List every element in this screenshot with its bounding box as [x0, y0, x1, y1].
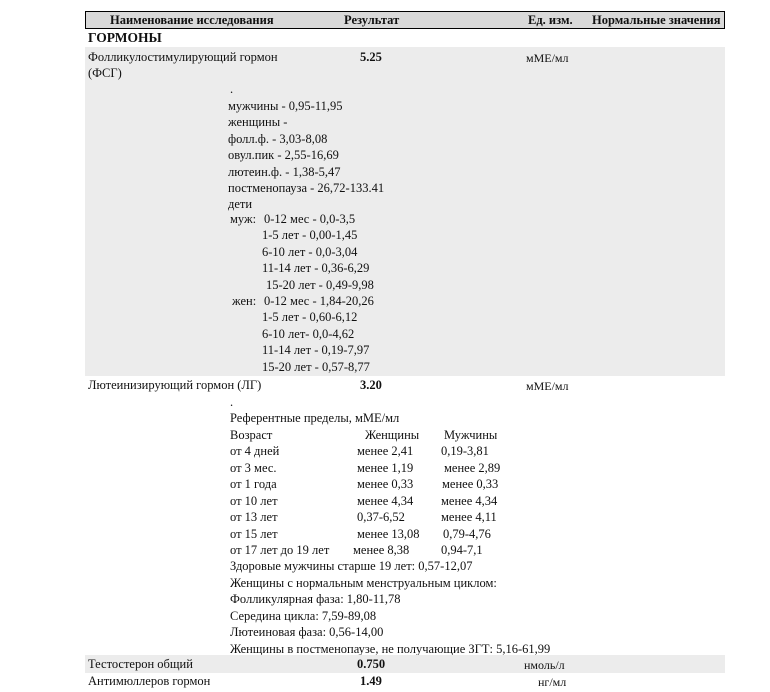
- amh-name: Антимюллеров гормон: [88, 674, 211, 688]
- section-title: ГОРМОНЫ: [88, 30, 162, 45]
- fsh-kids-female-line: 0-12 мес - 1,84-20,26: [264, 294, 374, 308]
- lh-men-cell: менее 2,89: [444, 460, 501, 475]
- lh-age-cell: от 1 года: [230, 477, 277, 491]
- fsh-kids-female-line: 1-5 лет - 0,60-6,12: [262, 310, 358, 325]
- fsh-ref-line: женщины -: [228, 115, 288, 130]
- lh-ref-title: Референтные пределы, мМЕ/мл: [230, 411, 400, 425]
- fsh-kids-male-line: 6-10 лет - 0,0-3,04: [262, 244, 358, 259]
- fsh-kids-female-line: 15-20 лет - 0,57-8,77: [262, 359, 370, 374]
- amh-value: 1.49: [360, 674, 382, 688]
- fsh-ref-line: мужчины - 0,95-11,95: [228, 99, 343, 113]
- lh-men-cell: 0,79-4,76: [443, 526, 491, 541]
- lh-age-cell: от 4 дней: [230, 444, 280, 458]
- lh-age-cell: от 17 лет до 19 лет: [230, 543, 330, 557]
- lh-age-cell: от 3 мес.: [230, 460, 277, 475]
- fsh-kids-male-line: 0-12 мес - 0,0-3,5: [264, 212, 356, 226]
- lh-men-cell: 0,94-7,1: [441, 543, 483, 557]
- lh-men-cell: менее 4,34: [441, 493, 498, 508]
- testosterone-name: Тестостерон общий: [88, 657, 193, 671]
- lh-head-men: Мужчины: [444, 428, 498, 442]
- lh-dot: .: [230, 395, 234, 409]
- fsh-kids-female-label: жен:: [232, 294, 257, 308]
- fsh-ref-line: дети: [228, 197, 253, 212]
- col-result-header: Результат: [344, 13, 400, 27]
- lh-note-line: Женщины в постменопаузе, не получающие ЗГТ: 5,16-61,99: [230, 641, 551, 656]
- lh-head-women: Женщины: [365, 428, 420, 442]
- lh-age-cell: от 15 лет: [230, 526, 278, 541]
- lh-age-cell: от 13 лет: [230, 510, 278, 524]
- lh-women-cell: менее 4,34: [357, 493, 414, 508]
- lh-women-cell: менее 0,33: [357, 477, 414, 491]
- table-header: [85, 11, 725, 29]
- lh-age-cell: от 10 лет: [230, 493, 278, 508]
- testosterone-value: 0.750: [357, 657, 386, 671]
- fsh-ref-line: лютеин.ф. - 1,38-5,47: [228, 164, 341, 179]
- fsh-kids-male-line: 1-5 лет - 0,00-1,45: [262, 228, 358, 243]
- lh-women-cell: менее 8,38: [353, 543, 410, 557]
- fsh-value: 5.25: [360, 50, 382, 64]
- lh-value: 3.20: [360, 378, 382, 392]
- fsh-ref-line: овул.пик - 2,55-16,69: [228, 148, 339, 163]
- testosterone-unit: нмоль/л: [524, 658, 565, 672]
- lh-unit: мМЕ/мл: [526, 379, 569, 393]
- lh-note-line: Фолликулярная фаза: 1,80-11,78: [230, 592, 401, 606]
- fsh-kids-female-line: 6-10 лет- 0,0-4,62: [262, 326, 355, 341]
- fsh-dot: .: [230, 82, 234, 96]
- fsh-row-band: [85, 47, 725, 376]
- amh-unit: нг/мл: [538, 675, 567, 689]
- lh-men-cell: 0,19-3,81: [441, 444, 489, 458]
- fsh-name-abbr: (ФСГ): [88, 66, 122, 80]
- fsh-ref-line: постменопауза - 26,72-133.41: [228, 181, 385, 195]
- fsh-kids-male-line: 11-14 лет - 0,36-6,29: [262, 261, 370, 276]
- col-unit-header: Ед. изм.: [528, 13, 573, 27]
- fsh-name: Фолликулостимулирующий гормон: [88, 50, 278, 64]
- lh-note-line: Женщины с нормальным менструальным циклом:: [230, 575, 497, 590]
- lh-note-line: Середина цикла: 7,59-89,08: [230, 608, 377, 623]
- lh-women-cell: 0,37-6,52: [357, 510, 405, 524]
- fsh-ref-line: фолл.ф. - 3,03-8,08: [228, 131, 328, 146]
- lh-women-cell: менее 13,08: [357, 526, 420, 541]
- lh-note-line: Здоровые мужчины старше 19 лет: 0,57-12,07: [230, 559, 473, 573]
- lh-men-cell: менее 4,11: [441, 510, 497, 524]
- lh-women-cell: менее 2,41: [357, 444, 414, 458]
- lh-women-cell: менее 1,19: [357, 460, 414, 475]
- lh-note-line: Лютеиновая фаза: 0,56-14,00: [230, 625, 384, 639]
- lh-name: Лютеинизирующий гормон (ЛГ): [88, 378, 262, 392]
- col-norm-header: Нормальные значения: [592, 13, 721, 27]
- col-name-header: Наименование исследования: [110, 13, 274, 27]
- fsh-unit: мМЕ/мл: [526, 51, 569, 65]
- fsh-kids-male-line: 15-20 лет - 0,49-9,98: [266, 277, 374, 292]
- fsh-kids-female-line: 11-14 лет - 0,19-7,97: [262, 343, 370, 358]
- fsh-kids-male-label: муж:: [230, 212, 257, 226]
- lh-head-age: Возраст: [230, 428, 273, 442]
- lh-men-cell: менее 0,33: [442, 477, 499, 491]
